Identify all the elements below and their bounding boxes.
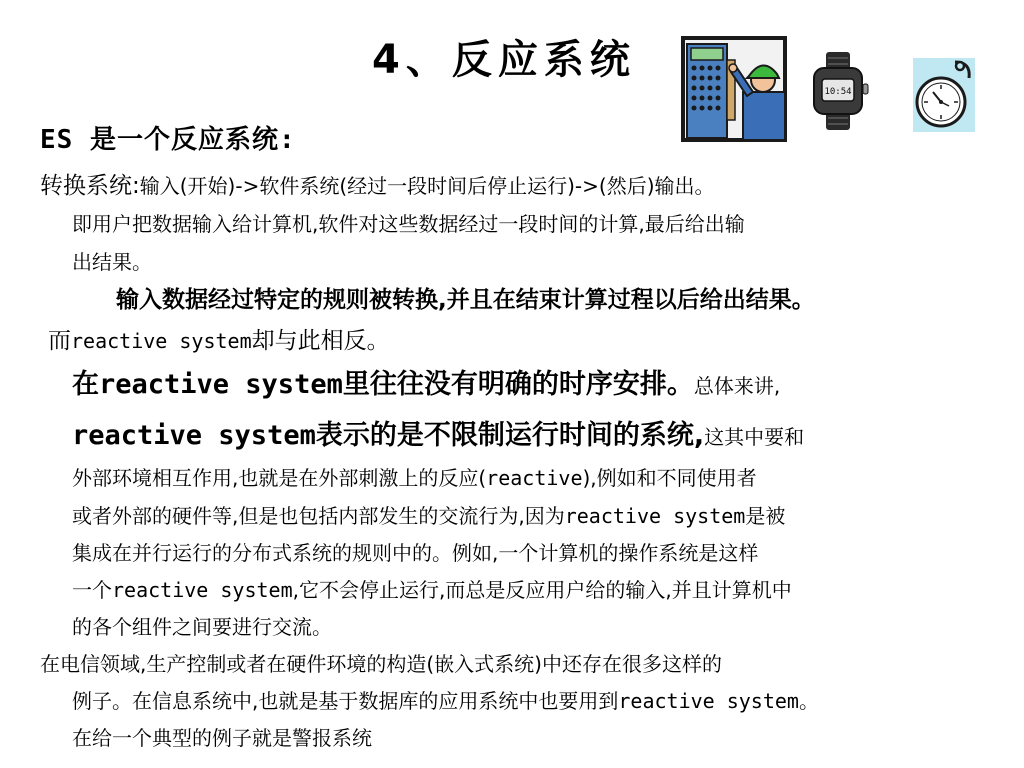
reactive-line-1 — [72, 369, 780, 404]
transform-system-line-2: 即用户把数据输入给计算机,软件对这些数据经过一段时间的计算,最后给出输 — [72, 212, 745, 236]
reactive-b-small: 这其中要和 — [704, 425, 805, 449]
reactive-line-6 — [72, 574, 792, 606]
contrast-post: 却与此相反。 — [251, 328, 390, 354]
reactive-line-5: 集成在并行运行的分布式系统的规则中的。例如,一个计算机的操作系统是这样 — [72, 541, 759, 565]
telecom-line-1: 在电信领域,生产控制或者在硬件环境的构造(嵌入式系统)中还存在很多这样的 — [40, 652, 722, 676]
reactive-f-pre: 一个 — [72, 578, 112, 602]
digital-watch-icon — [808, 52, 872, 130]
contrast-term: reactive system — [71, 329, 252, 353]
reactive-d-pre: 或者外部的硬件等,但是也包括内部发生的交流行为,因为 — [72, 504, 565, 528]
contrast-pre: 而 — [48, 328, 71, 354]
reactive-f-term: reactive system — [112, 578, 293, 602]
transform-system-label: 转换系统: — [40, 173, 140, 199]
reactive-line-7: 的各个组件之间要进行交流。 — [72, 615, 332, 639]
svg-text:10:54: 10:54 — [824, 87, 852, 97]
worker-at-control-panel-icon — [681, 36, 787, 142]
reactive-line-2 — [72, 420, 804, 455]
reactive-b-post: 表示的是不限制运行时间的系统, — [315, 420, 705, 451]
reactive-c-post: ),例如和不同使用者 — [582, 466, 757, 490]
telecom-line-2-pre: 例子。在信息系统中,也就是基于数据库的应用系统中也要用到 — [72, 689, 619, 713]
reactive-f-post: ,它不会停止运行,而总是反应用户给的输入,并且计算机中 — [292, 578, 792, 602]
es-heading: ES 是一个反应系统: — [40, 125, 296, 155]
telecom-line-2-term: reactive system — [618, 689, 799, 713]
reactive-a-small: 总体来讲, — [693, 374, 781, 398]
telecom-line-3: 在给一个典型的例子就是警报系统 — [72, 726, 372, 750]
reactive-line-4 — [72, 500, 785, 532]
transform-system-text: 输入(开始)->软件系统(经过一段时间后停止运行)->(然后)输出。 — [139, 174, 715, 198]
slide-title: 4、反应系统 — [372, 37, 636, 83]
reactive-line-3 — [72, 462, 757, 494]
reactive-c-pre: 外部环境相互作用,也就是在外部刺激上的反应( — [72, 466, 487, 490]
reactive-b-term: reactive system — [72, 420, 316, 451]
transform-system-line-3: 出结果。 — [72, 250, 152, 274]
reactive-a-post: 里往往没有明确的时序安排。 — [342, 369, 694, 400]
reactive-d-post: 是被 — [745, 504, 786, 528]
telecom-line-2 — [72, 685, 819, 717]
contrast-line — [48, 325, 390, 357]
emphasis-line: 输入数据经过特定的规则被转换,并且在结束计算过程以后给出结果。 — [116, 287, 815, 313]
reactive-a-term: reactive system — [99, 369, 343, 400]
stopwatch-icon — [913, 58, 975, 132]
reactive-c-term: reactive — [486, 466, 583, 490]
reactive-d-term: reactive system — [564, 504, 746, 528]
telecom-line-2-post: 。 — [798, 689, 819, 713]
transform-system-line-1 — [40, 170, 715, 204]
reactive-a-pre: 在 — [72, 369, 99, 400]
